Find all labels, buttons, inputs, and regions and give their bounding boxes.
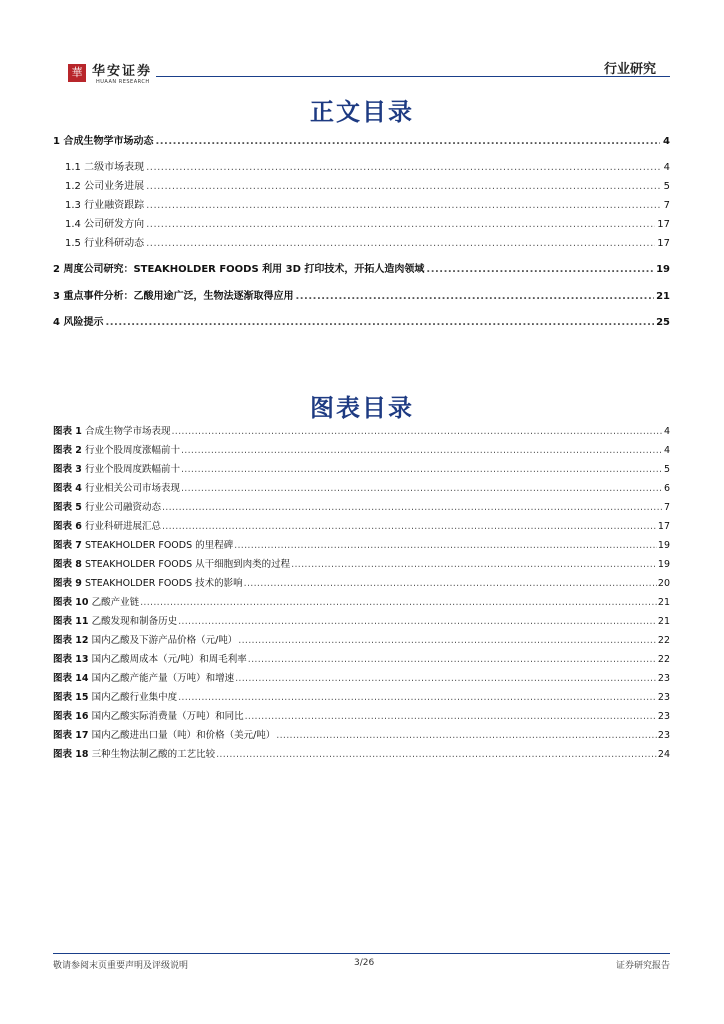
figure-page: 21 bbox=[657, 616, 670, 627]
footer-divider bbox=[53, 953, 670, 954]
toc-item[interactable] bbox=[53, 134, 670, 150]
figure-leader bbox=[244, 576, 657, 592]
toc-item-label: 1.4 公司研发方向 bbox=[65, 219, 145, 230]
toc-leader bbox=[146, 217, 655, 233]
figure-text: 三种生物法制乙酸的工艺比较 bbox=[91, 749, 216, 760]
toc-leader bbox=[146, 236, 655, 252]
figure-item[interactable] bbox=[53, 557, 670, 573]
figure-leader bbox=[245, 709, 657, 725]
figure-item[interactable] bbox=[53, 481, 670, 497]
figure-leader bbox=[181, 443, 663, 459]
figure-text: 行业个股周度涨幅前十 bbox=[84, 445, 180, 456]
figure-text: 国内乙酸实际消费量（万吨）和同比 bbox=[91, 711, 244, 722]
toc-item-label: 4 风险提示 bbox=[53, 317, 104, 328]
figure-label: 图表 13 bbox=[53, 654, 89, 665]
figure-item[interactable] bbox=[53, 633, 670, 649]
figure-item[interactable] bbox=[53, 443, 670, 459]
toc-item[interactable] bbox=[53, 262, 670, 278]
figure-text: 国内乙酸周成本（元/吨）和周毛利率 bbox=[91, 654, 247, 665]
figure-leader bbox=[178, 690, 657, 706]
toc-item-label: 1.2 公司业务进展 bbox=[65, 181, 145, 192]
figure-leader bbox=[178, 614, 657, 630]
logo-text: 华安证券 bbox=[92, 64, 153, 79]
figure-page: 7 bbox=[663, 502, 670, 513]
toc-leader bbox=[146, 160, 660, 176]
figure-label: 图表 16 bbox=[53, 711, 89, 722]
figure-page: 4 bbox=[663, 445, 670, 456]
toc-item[interactable] bbox=[53, 289, 670, 305]
figure-item[interactable] bbox=[53, 462, 670, 478]
figure-label: 图表 5 bbox=[53, 502, 82, 513]
toc-item[interactable] bbox=[65, 179, 670, 195]
toc-item[interactable] bbox=[65, 236, 670, 252]
figure-leader bbox=[140, 595, 657, 611]
figure-leader bbox=[234, 538, 657, 554]
toc-item[interactable] bbox=[53, 315, 670, 331]
toc-item-page: 25 bbox=[656, 317, 670, 328]
toc-item-label: 3 重点事件分析：乙酸用途广泛，生物法逐渐取得应用 bbox=[53, 291, 294, 302]
toc-item[interactable] bbox=[65, 198, 670, 214]
toc-item-page: 4 bbox=[663, 162, 670, 173]
toc-item-page: 17 bbox=[657, 219, 670, 230]
toc-item-page: 21 bbox=[656, 291, 670, 302]
figure-leader bbox=[238, 633, 657, 649]
figure-leader bbox=[235, 671, 657, 687]
figure-label: 图表 7 bbox=[53, 540, 82, 551]
figure-page: 6 bbox=[663, 483, 670, 494]
figure-text: 行业相关公司市场表现 bbox=[84, 483, 180, 494]
toc-leader bbox=[146, 179, 660, 195]
figure-item[interactable] bbox=[53, 690, 670, 706]
logo-english: HUAAN RESEARCH bbox=[96, 79, 150, 85]
figure-label: 图表 17 bbox=[53, 730, 89, 741]
figure-leader bbox=[162, 519, 657, 535]
figure-page: 24 bbox=[657, 749, 670, 760]
figure-leader bbox=[162, 500, 663, 516]
figure-page: 19 bbox=[657, 540, 670, 551]
toc-title: 正文目录 bbox=[310, 97, 414, 126]
toc-leader bbox=[295, 289, 654, 305]
figure-page: 21 bbox=[657, 597, 670, 608]
figure-page: 22 bbox=[657, 635, 670, 646]
figure-label: 图表 11 bbox=[53, 616, 89, 627]
page-number: 3/26 bbox=[354, 958, 375, 968]
figure-item[interactable] bbox=[53, 652, 670, 668]
figure-leader bbox=[181, 481, 663, 497]
figure-label: 图表 8 bbox=[53, 559, 82, 570]
toc-item-label: 1.5 行业科研动态 bbox=[65, 238, 145, 249]
figure-label: 图表 6 bbox=[53, 521, 82, 532]
footer-report-type: 证券研究报告 bbox=[615, 961, 670, 971]
figure-text: STEAKHOLDER FOODS 技术的影响 bbox=[84, 578, 243, 589]
figure-text: STEAKHOLDER FOODS 从干细胞到肉类的过程 bbox=[84, 559, 291, 570]
figure-text: 国内乙酸进出口量（吨）和价格（美元/吨） bbox=[91, 730, 276, 741]
figure-item[interactable] bbox=[53, 671, 670, 687]
figure-leader bbox=[171, 424, 662, 440]
figure-item[interactable] bbox=[53, 500, 670, 516]
figure-label: 图表 12 bbox=[53, 635, 89, 646]
figure-label: 图表 15 bbox=[53, 692, 89, 703]
figure-page: 19 bbox=[657, 559, 670, 570]
figure-leader bbox=[276, 728, 657, 744]
toc-item-page: 5 bbox=[663, 181, 670, 192]
section-label: 行业研究 bbox=[603, 62, 656, 77]
figure-text: 行业个股周度跌幅前十 bbox=[84, 464, 180, 475]
toc-item-label: 1 合成生物学市场动态 bbox=[53, 136, 154, 147]
figure-item[interactable] bbox=[53, 538, 670, 554]
figure-page: 23 bbox=[657, 711, 670, 722]
figure-item[interactable] bbox=[53, 519, 670, 535]
toc-leader bbox=[426, 262, 654, 278]
page-header bbox=[60, 58, 670, 92]
figure-label: 图表 14 bbox=[53, 673, 89, 684]
figure-page: 22 bbox=[657, 654, 670, 665]
figure-text: 乙酸发现和制备历史 bbox=[91, 616, 178, 627]
figure-item[interactable] bbox=[53, 576, 670, 592]
figure-item[interactable] bbox=[53, 614, 670, 630]
figure-page: 23 bbox=[657, 673, 670, 684]
figure-leader bbox=[216, 747, 657, 763]
toc-item-page: 7 bbox=[663, 200, 670, 211]
figure-item[interactable] bbox=[53, 728, 670, 744]
huaan-logo-icon: 華 bbox=[68, 64, 86, 82]
figure-leader bbox=[248, 652, 657, 668]
figure-item[interactable] bbox=[53, 424, 670, 440]
toc-item[interactable] bbox=[65, 217, 670, 233]
figure-text: 国内乙酸及下游产品价格（元/吨） bbox=[91, 635, 238, 646]
toc-item[interactable] bbox=[65, 160, 670, 176]
figure-page: 20 bbox=[657, 578, 670, 589]
figure-item[interactable] bbox=[53, 595, 670, 611]
toc-item-label: 1.3 行业融资跟踪 bbox=[65, 200, 145, 211]
toc-leader bbox=[155, 134, 660, 150]
figure-text: 合成生物学市场表现 bbox=[84, 426, 171, 437]
figure-text: 乙酸产业链 bbox=[91, 597, 140, 608]
toc-leader bbox=[146, 198, 660, 214]
figures-title: 图表目录 bbox=[310, 393, 414, 422]
toc-item-page: 19 bbox=[656, 264, 670, 275]
figure-page: 23 bbox=[657, 730, 670, 741]
figure-text: 国内乙酸产能产量（万吨）和增速 bbox=[91, 673, 235, 684]
figure-label: 图表 2 bbox=[53, 445, 82, 456]
figure-label: 图表 4 bbox=[53, 483, 82, 494]
toc-item-label: 1.1 二级市场表现 bbox=[65, 162, 145, 173]
toc-item-page: 17 bbox=[657, 238, 670, 249]
figure-label: 图表 1 bbox=[53, 426, 82, 437]
figure-leader bbox=[181, 462, 663, 478]
figure-text: 国内乙酸行业集中度 bbox=[91, 692, 178, 703]
toc-item-page: 4 bbox=[663, 136, 670, 147]
figure-label: 图表 9 bbox=[53, 578, 82, 589]
figure-leader bbox=[291, 557, 657, 573]
figure-page: 23 bbox=[657, 692, 670, 703]
figure-page: 5 bbox=[663, 464, 670, 475]
figure-text: 行业科研进展汇总 bbox=[84, 521, 161, 532]
toc-leader bbox=[105, 315, 654, 331]
footer-disclaimer: 敬请参阅末页重要声明及评级说明 bbox=[53, 961, 189, 971]
figure-label: 图表 18 bbox=[53, 749, 89, 760]
figure-page: 4 bbox=[663, 426, 670, 437]
header-divider bbox=[156, 76, 670, 77]
figure-label: 图表 10 bbox=[53, 597, 89, 608]
figure-text: STEAKHOLDER FOODS 的里程碑 bbox=[84, 540, 234, 551]
toc-item-label: 2 周度公司研究：STEAKHOLDER FOODS 利用 3D 打印技术，开拓人造肉领域 bbox=[53, 264, 425, 275]
figure-page: 17 bbox=[657, 521, 670, 532]
figure-item[interactable] bbox=[53, 709, 670, 725]
figure-label: 图表 3 bbox=[53, 464, 82, 475]
figure-text: 行业公司融资动态 bbox=[84, 502, 161, 513]
figure-item[interactable] bbox=[53, 747, 670, 763]
